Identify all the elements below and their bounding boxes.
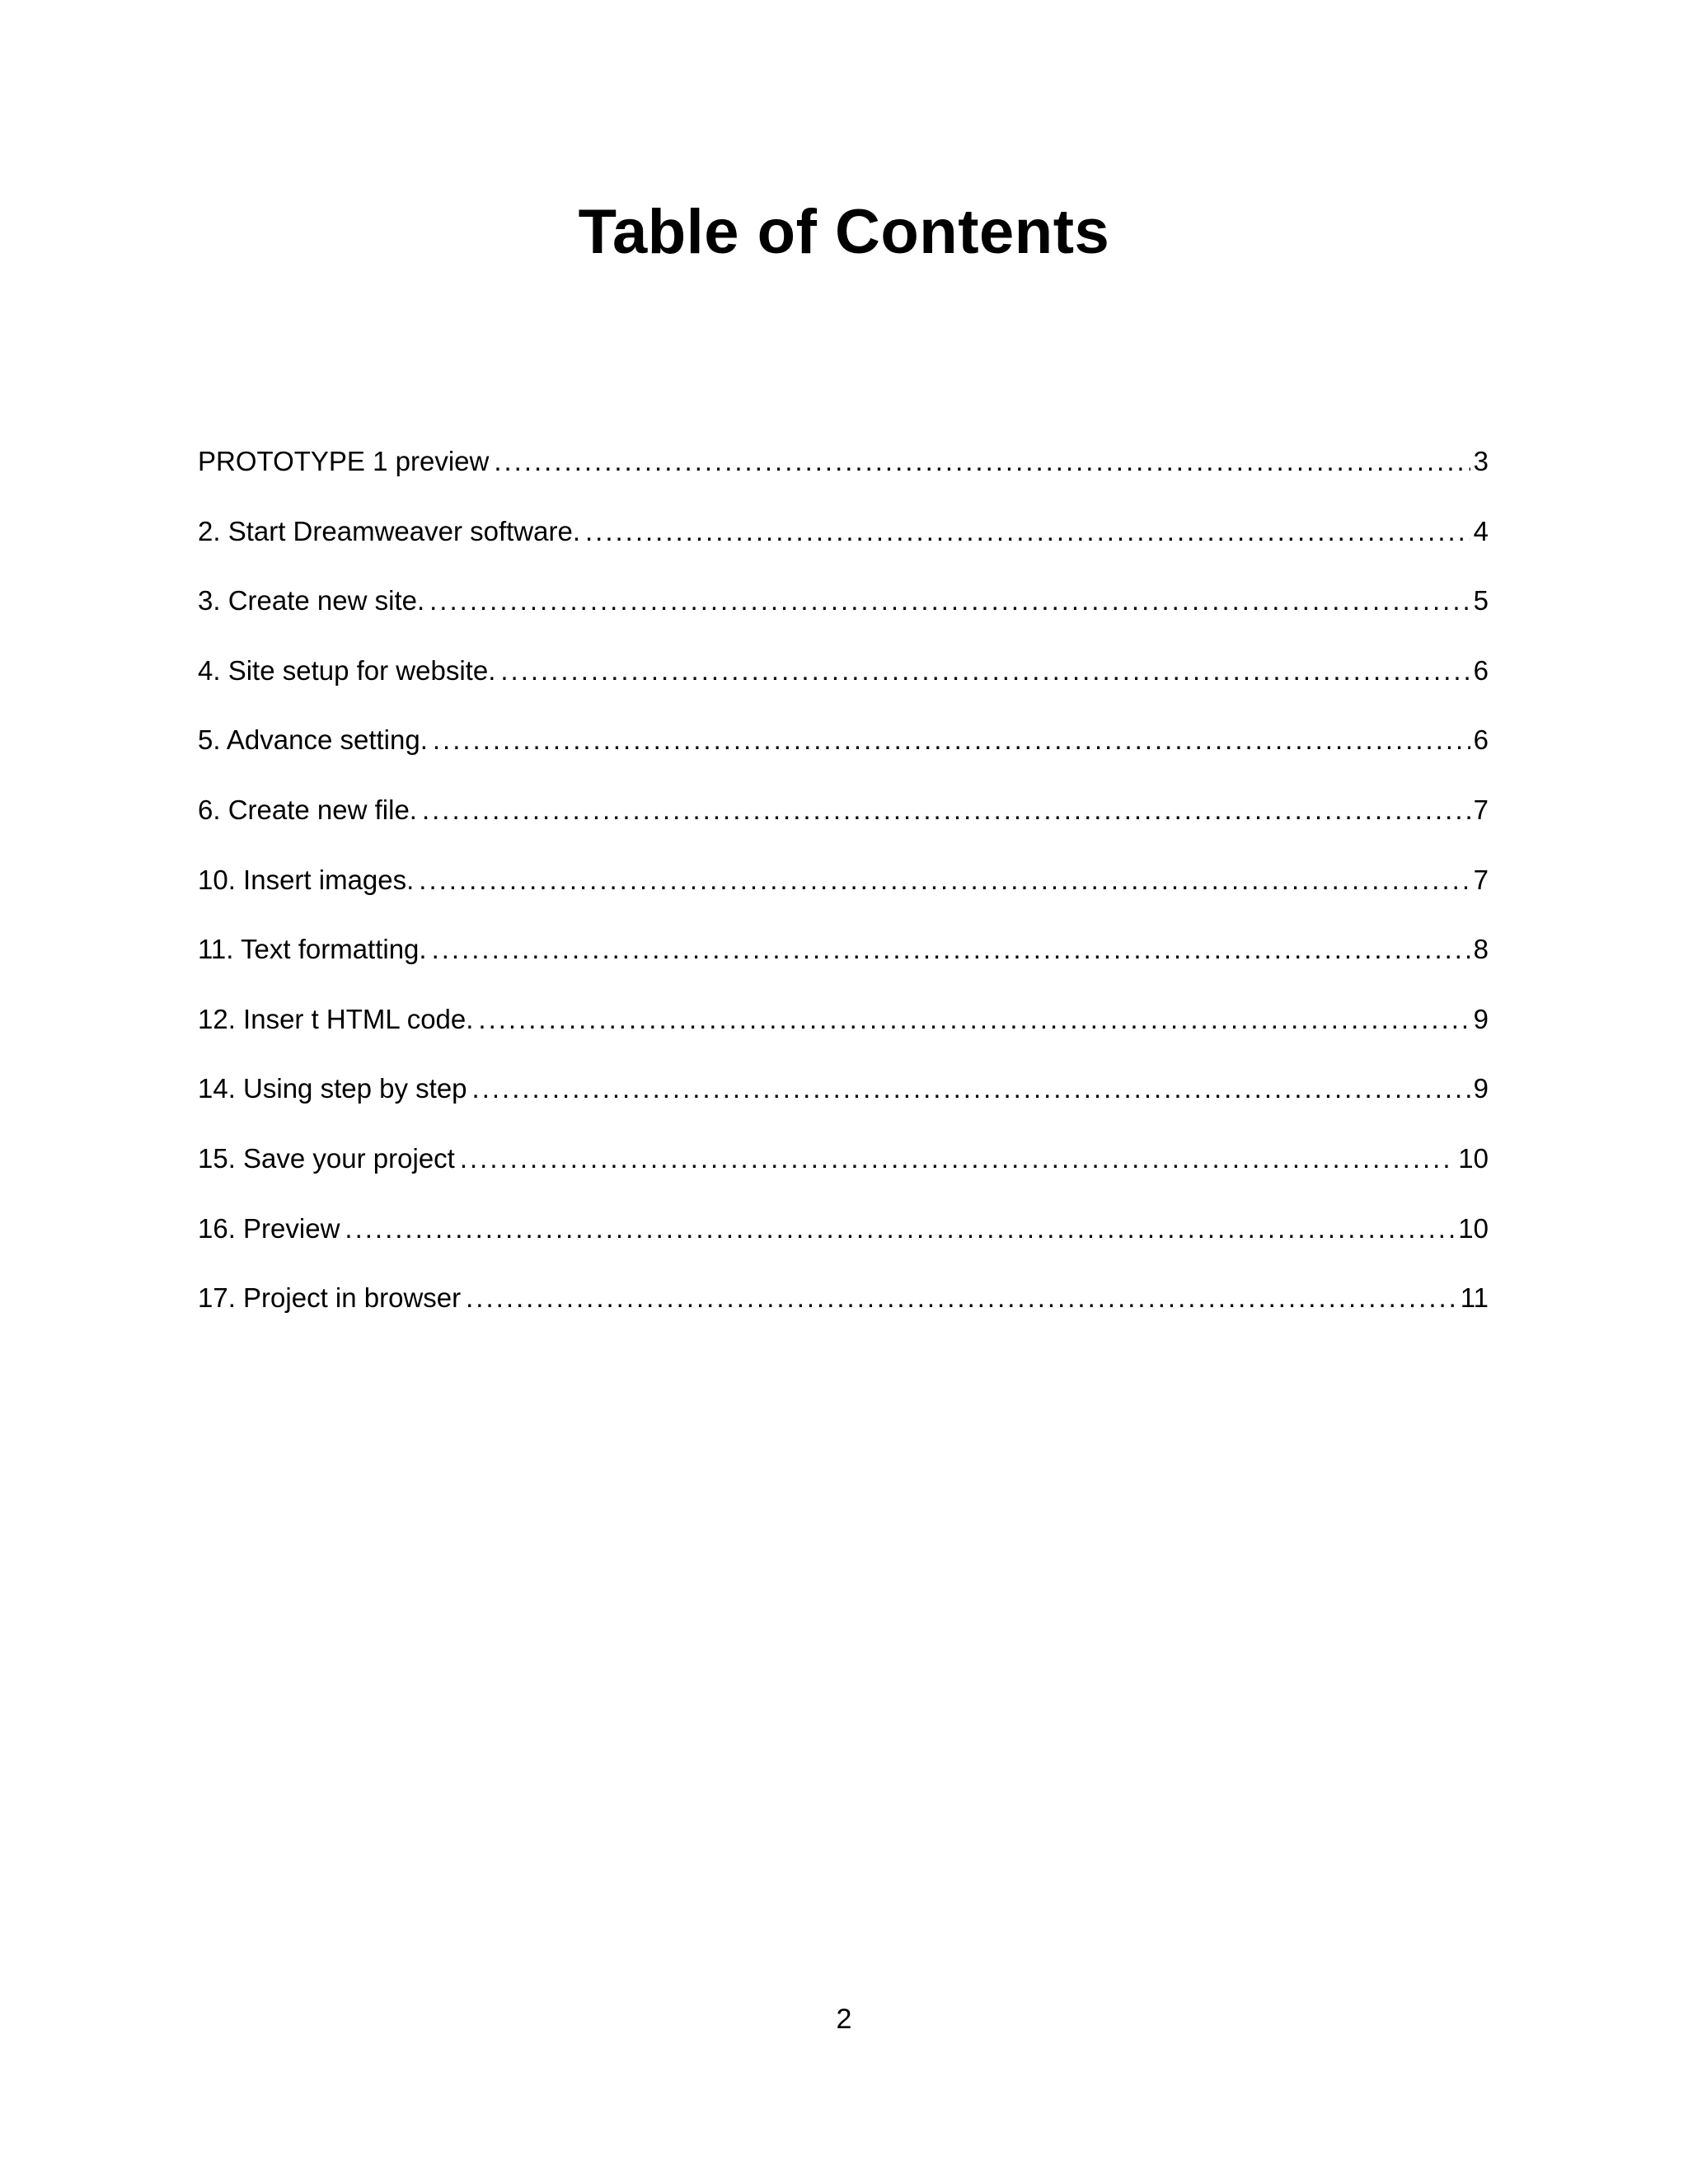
toc-entry-page: 3	[1473, 446, 1489, 476]
toc-entry-label: 2. Start Dreamweaver software.	[198, 515, 580, 546]
toc-dot-leader	[585, 509, 1470, 555]
toc-entry-label: PROTOTYPE 1 preview	[198, 446, 490, 476]
toc-entry[interactable]	[198, 996, 1489, 1066]
toc-entry[interactable]	[198, 787, 1489, 857]
toc-entry-page: 11	[1460, 1282, 1489, 1314]
toc-entry[interactable]	[198, 926, 1489, 996]
toc-dot-leader	[433, 717, 1470, 763]
toc-entry[interactable]	[198, 1066, 1489, 1136]
toc-entry-label: 10. Insert images.	[198, 864, 415, 895]
toc-entry-page: 4	[1473, 515, 1489, 546]
toc-entry-page: 8	[1473, 934, 1489, 965]
toc-entry[interactable]	[198, 648, 1489, 718]
table-of-contents	[198, 438, 1489, 1345]
toc-dot-leader	[429, 578, 1470, 624]
page-number: 2	[836, 2004, 852, 2035]
toc-entry-label: 12. Inser t HTML code.	[198, 1003, 474, 1034]
toc-entry-page: 7	[1473, 864, 1489, 895]
toc-dot-leader	[460, 1136, 1455, 1182]
toc-entry[interactable]	[198, 717, 1489, 787]
toc-entry-page: 9	[1473, 1073, 1489, 1104]
toc-entry-page: 10	[1458, 1212, 1489, 1244]
toc-entry[interactable]	[198, 1206, 1489, 1276]
toc-entry[interactable]	[198, 438, 1489, 509]
toc-entry-page: 7	[1473, 794, 1489, 825]
toc-dot-leader	[432, 926, 1470, 972]
toc-entry-label: 14. Using step by step	[198, 1073, 467, 1104]
toc-dot-leader	[472, 1066, 1470, 1112]
toc-entry-label: 16. Preview	[198, 1212, 340, 1244]
toc-entry[interactable]	[198, 1136, 1489, 1206]
toc-dot-leader	[466, 1275, 1457, 1321]
toc-dot-leader	[345, 1206, 1455, 1252]
toc-entry-page: 5	[1473, 585, 1489, 616]
toc-dot-leader	[422, 787, 1470, 833]
toc-dot-leader	[494, 438, 1470, 485]
toc-entry-page: 6	[1473, 724, 1489, 756]
toc-entry[interactable]	[198, 1275, 1489, 1345]
toc-entry-label: 5. Advance setting.	[198, 724, 428, 756]
toc-dot-leader	[419, 857, 1470, 903]
toc-entry[interactable]	[198, 578, 1489, 648]
toc-entry-label: 15. Save your project	[198, 1142, 455, 1174]
toc-dot-leader	[500, 648, 1470, 694]
toc-dot-leader	[478, 996, 1470, 1043]
toc-entry-label: 3. Create new site.	[198, 585, 425, 616]
toc-entry[interactable]	[198, 857, 1489, 927]
toc-entry-page: 10	[1458, 1142, 1489, 1174]
toc-entry-label: 6. Create new file.	[198, 794, 417, 825]
toc-entry-page: 6	[1473, 654, 1489, 686]
toc-entry-label: 4. Site setup for website.	[198, 654, 496, 686]
toc-entry-label: 17. Project in browser	[198, 1282, 462, 1314]
toc-entry-page: 9	[1473, 1003, 1489, 1034]
page-title: Table of Contents	[578, 197, 1110, 267]
toc-entry[interactable]	[198, 509, 1489, 579]
toc-entry-label: 11. Text formatting.	[198, 934, 427, 965]
